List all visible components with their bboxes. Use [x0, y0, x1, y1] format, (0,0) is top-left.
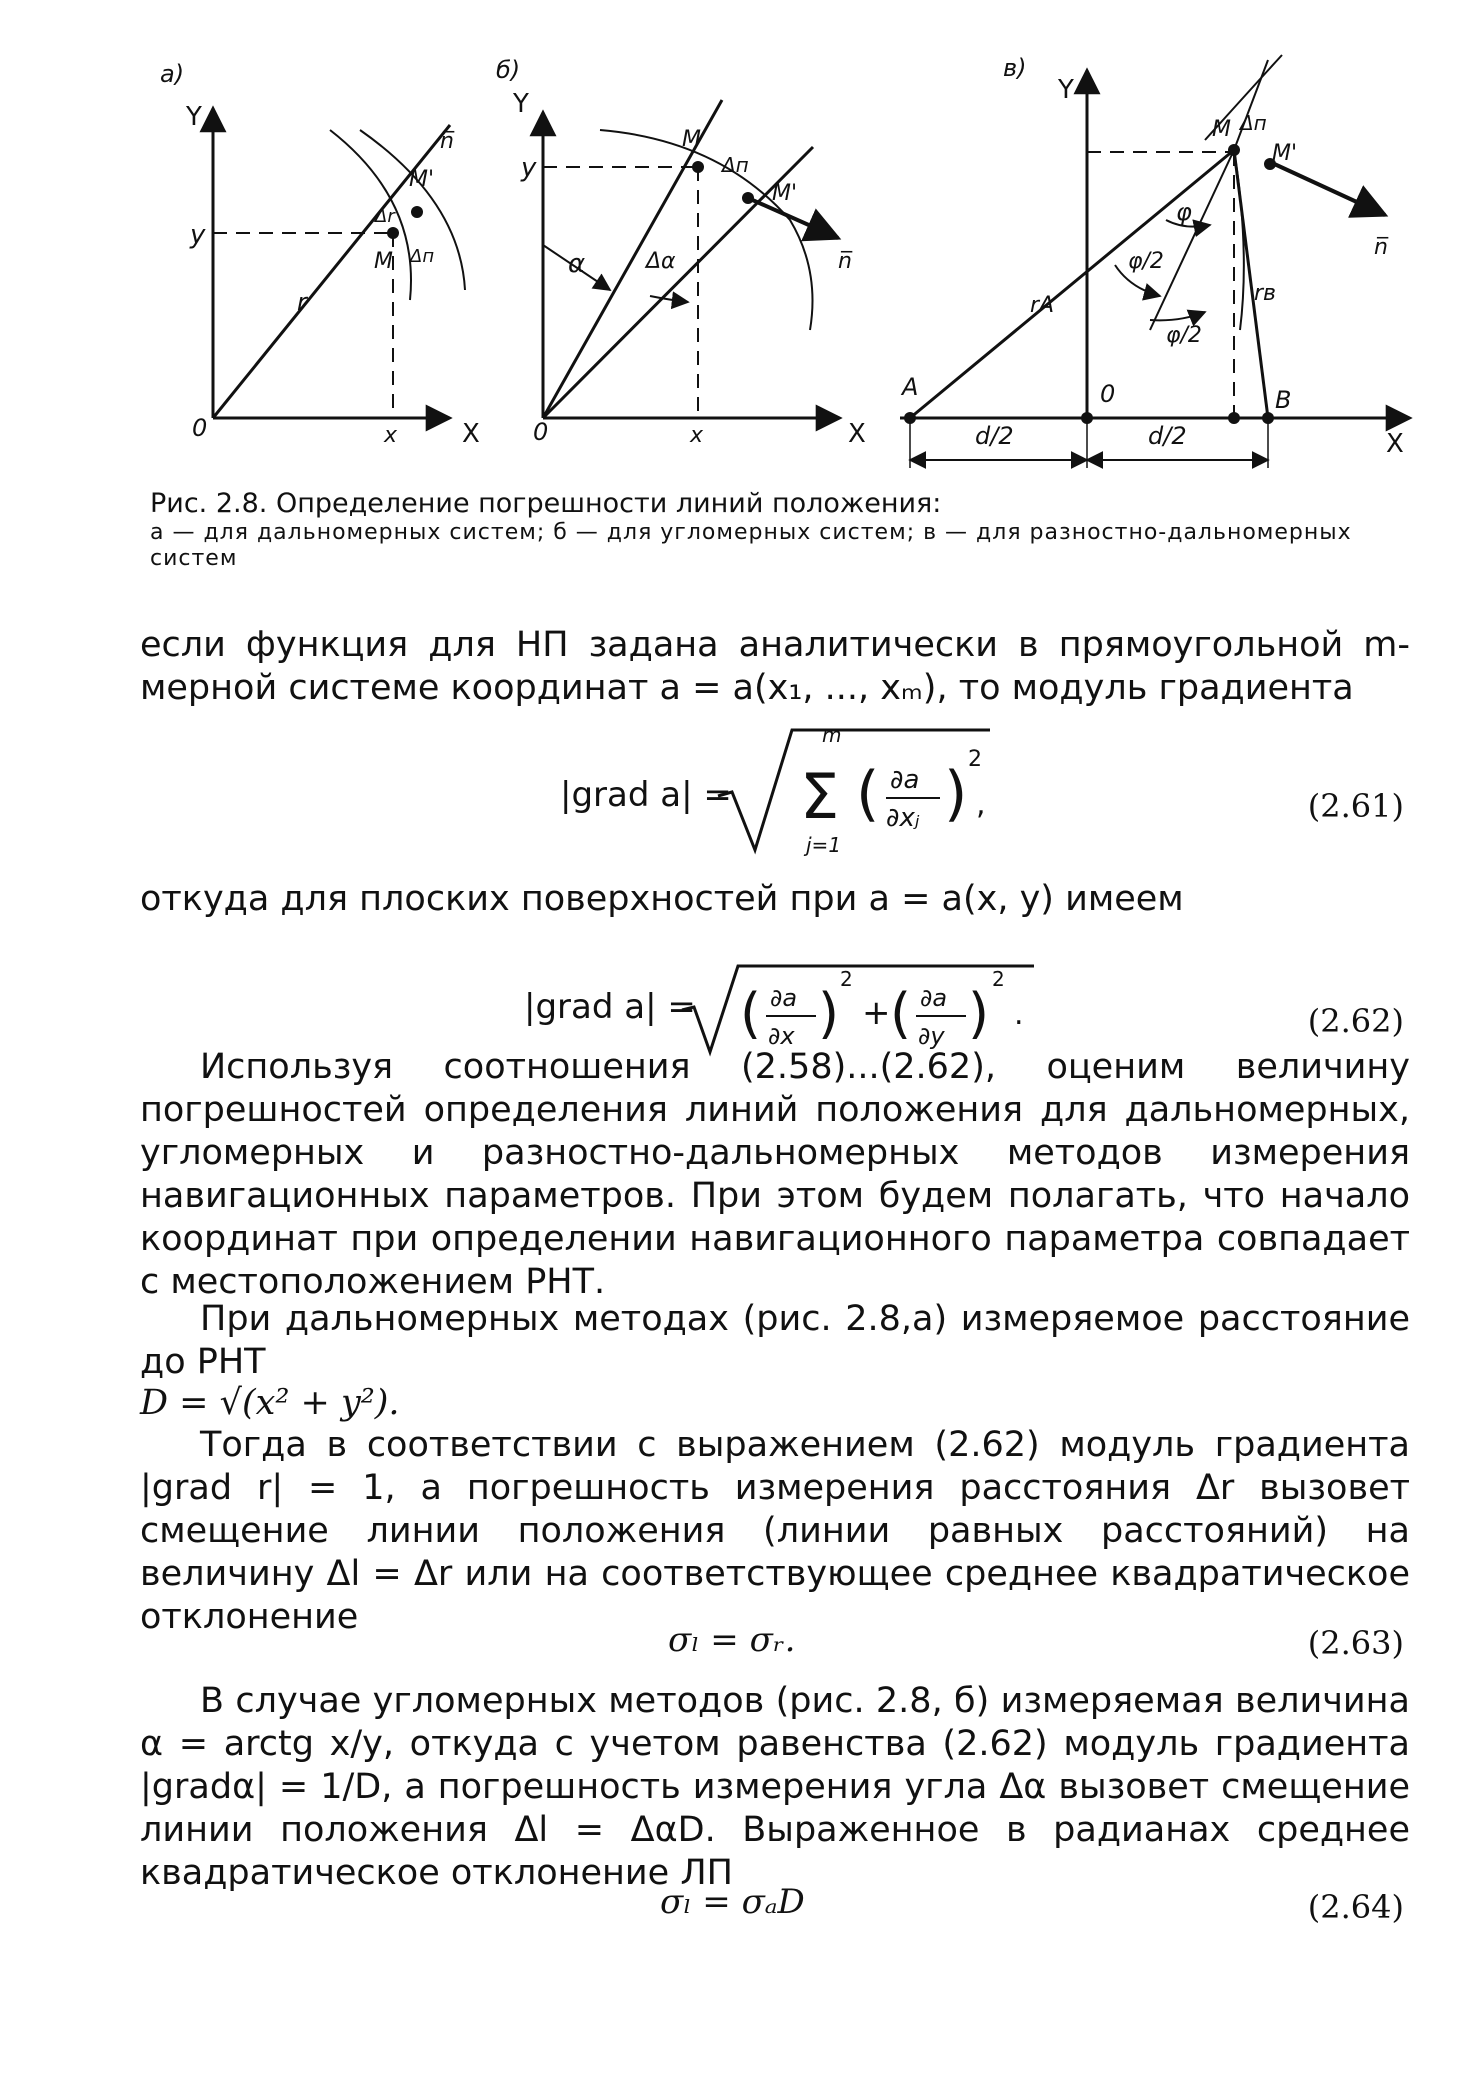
panel-c-rA: rA — [1030, 293, 1055, 318]
panel-b-n: n̅ — [838, 249, 852, 274]
panel-a-delta-n: Δп — [410, 246, 435, 267]
panel-c-x-axis: X — [1386, 429, 1404, 459]
eq261-lhs: |grad a| = — [560, 775, 732, 815]
panel-b — [496, 56, 866, 449]
eq262-num1: ∂a — [770, 984, 798, 1012]
panel-a-r-label: r — [297, 288, 307, 316]
panel-c-phi-half-2: φ/2 — [1166, 323, 1202, 348]
panel-b-alpha: α — [568, 249, 586, 279]
panel-a-delta-r: Δr — [375, 206, 395, 227]
paragraph-3: Используя соотношения (2.58)...(2.62), оценим величину погрешностей определения линий положения для дальномерных, угломерных и разностно-дальномерных методов измерения навигационных параметров. При этом будем полагать, что начало координат при определении навигационного параметра совпадает с местоположением РНТ. — [140, 1047, 1410, 1302]
eq261-sum-bottom: j=1 — [806, 833, 842, 857]
panel-a-origin: 0 — [192, 414, 208, 442]
eq261-rparen: ) — [944, 759, 968, 829]
eq261-sigma: Σ — [800, 760, 840, 833]
panel-b-label: б) — [496, 56, 521, 84]
equation-2-61 — [560, 722, 1120, 862]
eq262-power-2: 2 — [992, 967, 1005, 991]
panel-a-y-label: y — [190, 220, 206, 250]
panel-a — [160, 60, 480, 449]
eq261-den: ∂xⱼ — [886, 803, 920, 833]
panel-b-x-label: x — [690, 423, 704, 448]
eq261-number: (2.61) — [1307, 787, 1404, 825]
eq262-number: (2.62) — [1307, 1002, 1404, 1040]
panel-c-phi-half-1: φ/2 — [1128, 249, 1164, 274]
panel-c-d-half-1: d/2 — [975, 422, 1014, 450]
panel-c-y-axis: Y — [1058, 75, 1074, 105]
panel-b-origin: 0 — [533, 418, 549, 446]
eq262-lparen-2: ( — [890, 982, 912, 1045]
figure-caption — [150, 488, 1410, 572]
panel-c-delta-n: Δп — [1240, 111, 1267, 135]
eq262-period: . — [1014, 997, 1024, 1032]
equation-D: D = √(x² + y²). — [140, 1383, 400, 1423]
panel-c-rB: rв — [1254, 281, 1277, 306]
eq263-number: (2.63) — [1307, 1624, 1404, 1662]
paragraph-6: В случае угломерных методов (рис. 2.8, б) измеряемая величина α = arctg x/y, откуда с учетом равенства (2.62) модуль градиента |gradα| = 1/D, а погрешность измерения угла Δα вызовет смещение линии положения Δl = ΔαD. Выраженное в радианах среднее квадратическое отклонение ЛП — [140, 1681, 1410, 1893]
panel-c-d-half-2: d/2 — [1148, 422, 1187, 450]
eq262-rparen-2: ) — [968, 982, 990, 1045]
paragraph-4: При дальномерных методах (рис. 2.8,а) измеряемое расстояние до РНТ — [140, 1299, 1410, 1382]
panel-c-M-prime: M' — [1272, 141, 1298, 166]
eq262-plus: + — [862, 993, 891, 1033]
eq262-power-1: 2 — [840, 967, 853, 991]
panel-a-label: a) — [160, 60, 185, 88]
panel-b-y-axis: Y — [513, 89, 529, 119]
panel-c-origin: 0 — [1100, 380, 1116, 408]
panel-c-M: M — [1212, 117, 1231, 142]
panel-b-x-axis: X — [848, 419, 866, 449]
panel-b-M-prime: M' — [772, 181, 798, 206]
eq261-comma: , — [976, 787, 986, 822]
eq262-rparen-1: ) — [818, 982, 840, 1045]
eq262-den2: ∂y — [918, 1022, 945, 1050]
panel-b-delta-alpha: Δα — [646, 249, 676, 274]
paragraph-5: Тогда в соответствии с выражением (2.62) модуль градиента |grad r| = 1, а погрешность измерения расстояния Δr вызовет смещение линии положения (линии равных расстояний) на величину Δl = Δr или на соответствующее среднее квадратическое отклонение — [140, 1425, 1410, 1637]
panel-a-M-prime: M' — [409, 167, 435, 192]
paragraph-2: откуда для плоских поверхностей при a = a(x, y) имеем — [140, 879, 1184, 919]
panel-c-n: n̅ — [1374, 235, 1388, 260]
panel-b-delta-n: Δп — [722, 153, 749, 177]
eq261-power: 2 — [968, 747, 982, 772]
equation-2-62 — [524, 960, 1064, 1060]
eq264: σₗ = σₐD — [660, 1882, 805, 1922]
caption-sub: а — для дальномерных систем; б — для угломерных систем; в — для разностно-дальномерных систем — [150, 520, 1352, 571]
panel-c-phi: φ — [1176, 198, 1192, 226]
caption-title: Рис. 2.8. Определение погрешности линий положения: — [150, 488, 942, 519]
figure-2-8 — [0, 0, 1464, 470]
eq264-number: (2.64) — [1307, 1888, 1404, 1926]
panel-c-label: в) — [1003, 54, 1027, 82]
panel-a-x-axis: X — [462, 419, 480, 449]
eq262-num2: ∂a — [920, 984, 948, 1012]
eq262-lhs: |grad a| = — [524, 987, 696, 1027]
panel-a-n: n̅ — [440, 129, 454, 154]
panel-a-y-axis: Y — [186, 102, 202, 132]
eq261-num: ∂a — [890, 765, 920, 795]
panel-b-M: M — [682, 127, 701, 152]
eq261-sum-top: m — [822, 723, 842, 747]
eq261-lparen: ( — [856, 759, 880, 829]
paragraph-1: если функция для НП задана аналитически в прямоугольной m-мерной системе координат a = a(x₁, ..., xₘ), то модуль градиента — [140, 625, 1410, 708]
panel-c-A: A — [902, 373, 919, 401]
panel-b-y-label: y — [521, 153, 537, 183]
panel-a-x-label: x — [384, 423, 398, 448]
panel-c — [900, 54, 1410, 468]
panel-a-M: M — [374, 249, 393, 274]
panel-c-B: B — [1275, 386, 1292, 414]
eq263: σₗ = σᵣ. — [668, 1620, 796, 1660]
eq262-lparen-1: ( — [740, 982, 762, 1045]
eq262-den1: ∂x — [768, 1022, 795, 1050]
